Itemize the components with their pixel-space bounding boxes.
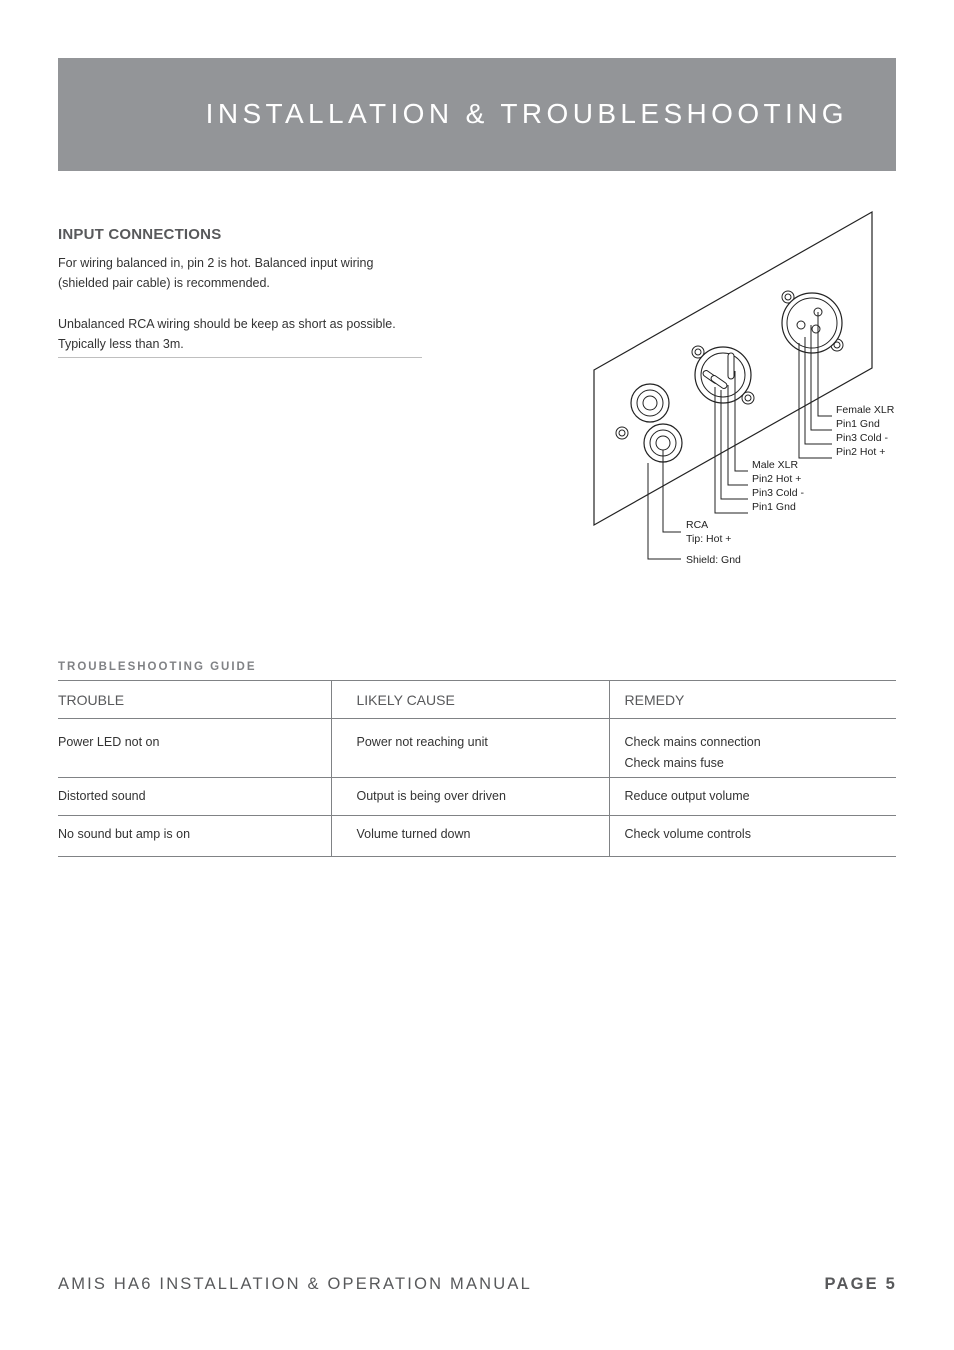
male-xlr-pin2-label: Pin2 Hot + — [752, 473, 802, 485]
cause-cell: Power not reaching unit — [331, 719, 609, 778]
male-xlr-pin3-label: Pin3 Cold - — [752, 487, 804, 499]
trouble-cell: Power LED not on — [58, 719, 331, 778]
female-xlr-pin3-label: Pin3 Cold - — [836, 432, 888, 444]
remedy-cell — [609, 719, 896, 778]
remedy-line: Reduce output volume — [624, 789, 750, 803]
column-header-trouble: TROUBLE — [58, 681, 331, 719]
connector-wiring-diagram — [585, 205, 905, 575]
balanced-wiring-paragraph: For wiring balanced in, pin 2 is hot. Balanced input wiring (shielded pair cable) is recommended. — [58, 256, 374, 290]
trouble-cell: No sound but amp is on — [58, 816, 331, 857]
troubleshooting-table — [58, 680, 896, 857]
table-row — [58, 816, 896, 857]
rca-label: RCA — [686, 519, 709, 531]
table-header-row — [58, 681, 896, 719]
female-xlr-pin1-label: Pin1 Gnd — [836, 418, 880, 430]
trouble-cell: Distorted sound — [58, 778, 331, 816]
remedy-cell — [609, 778, 896, 816]
troubleshooting-guide-heading: TROUBLESHOOTING GUIDE — [58, 661, 257, 673]
male-xlr-label: Male XLR — [752, 459, 799, 471]
section-divider — [58, 357, 422, 358]
table-row — [58, 778, 896, 816]
cause-cell: Volume turned down — [331, 816, 609, 857]
remedy-line: Check volume controls — [624, 827, 751, 841]
rca-shield-label: Shield: Gnd — [686, 554, 741, 566]
footer-manual-title: AMIS HA6 INSTALLATION & OPERATION MANUAL — [58, 1275, 532, 1293]
male-xlr-pin1-label: Pin1 Gnd — [752, 501, 796, 513]
cause-cell: Output is being over driven — [331, 778, 609, 816]
footer-page-number: PAGE 5 — [824, 1275, 897, 1293]
female-xlr-label: Female XLR — [836, 404, 895, 416]
remedy-cell — [609, 816, 896, 857]
header-band — [58, 58, 896, 171]
column-header-remedy: REMEDY — [609, 681, 896, 719]
page-title: INSTALLATION & TROUBLESHOOTING — [205, 98, 848, 129]
rca-tip-label: Tip: Hot + — [686, 533, 732, 545]
unbalanced-wiring-paragraph: Unbalanced RCA wiring should be keep as short as possible. Typically less than 3m. — [58, 317, 396, 351]
input-connections-heading: INPUT CONNECTIONS — [58, 226, 222, 243]
column-header-likely-cause: LIKELY CAUSE — [331, 681, 609, 719]
table-row — [58, 719, 896, 778]
female-xlr-pin2-label: Pin2 Hot + — [836, 446, 886, 458]
remedy-line: Check mains connection — [624, 735, 761, 749]
remedy-line: Check mains fuse — [624, 756, 724, 770]
